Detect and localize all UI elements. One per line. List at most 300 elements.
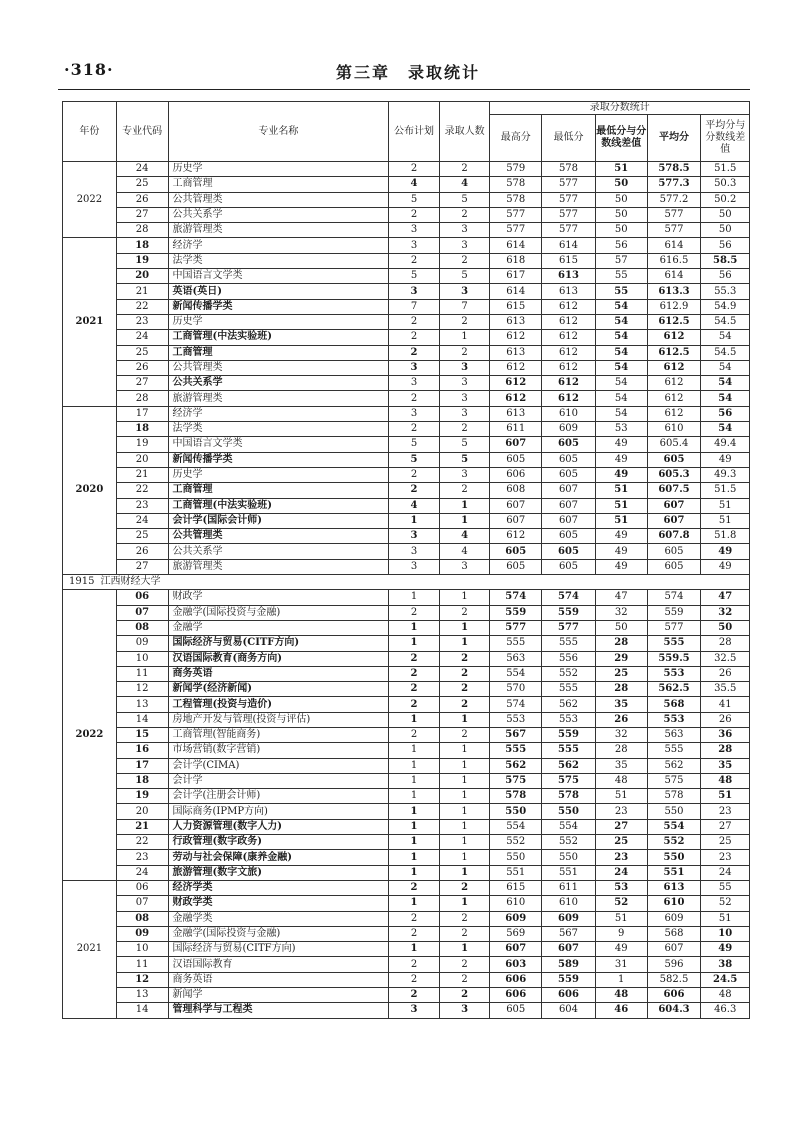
cell-avg-diff: 54 (701, 360, 750, 375)
table-row (63, 483, 750, 498)
cell-admitted: 2 (439, 911, 490, 926)
cell-min-diff: 50 (595, 177, 647, 192)
cell-plan: 3 (389, 223, 440, 238)
cell-code: 17 (116, 406, 168, 421)
cell-avg: 555 (647, 636, 701, 651)
cell-max: 612 (490, 360, 542, 375)
cell-min-diff: 54 (595, 406, 647, 421)
cell-avg: 607.5 (647, 483, 701, 498)
cell-avg: 555 (647, 743, 701, 758)
cell-admitted: 1 (439, 896, 490, 911)
cell-max: 611 (490, 422, 542, 437)
cell-avg-diff: 51 (701, 789, 750, 804)
cell-plan: 3 (389, 559, 440, 574)
cell-avg: 568 (647, 697, 701, 712)
table-row (63, 727, 750, 742)
cell-max: 567 (490, 727, 542, 742)
cell-code: 09 (116, 926, 168, 941)
table-row (63, 422, 750, 437)
cell-min-diff: 54 (595, 299, 647, 314)
cell-min-diff: 51 (595, 513, 647, 528)
header-rule (58, 89, 750, 90)
cell-avg-diff: 23 (701, 850, 750, 865)
cell-min: 551 (542, 865, 596, 880)
cell-min-diff: 49 (595, 529, 647, 544)
table-row (63, 804, 750, 819)
cell-avg: 553 (647, 712, 701, 727)
cell-admitted: 1 (439, 620, 490, 635)
cell-avg-diff: 51.8 (701, 529, 750, 544)
cell-avg: 559 (647, 605, 701, 620)
cell-code: 25 (116, 177, 168, 192)
cell-min-diff: 49 (595, 467, 647, 482)
table-row (63, 743, 750, 758)
cell-max: 615 (490, 880, 542, 895)
admission-table (62, 101, 750, 1019)
school-name: 江西财经大学 (100, 576, 161, 588)
cell-name: 财政学类 (168, 896, 389, 911)
cell-min-diff: 49 (595, 452, 647, 467)
cell-avg: 613 (647, 880, 701, 895)
cell-admitted: 2 (439, 422, 490, 437)
cell-min: 613 (542, 284, 596, 299)
table-row (63, 636, 750, 651)
cell-avg-diff: 38 (701, 957, 750, 972)
cell-max: 610 (490, 896, 542, 911)
cell-admitted: 4 (439, 529, 490, 544)
cell-avg-diff: 49.3 (701, 467, 750, 482)
cell-plan: 1 (389, 773, 440, 788)
cell-admitted: 3 (439, 238, 490, 253)
header-min-diff: 最低分与分数线差值 (595, 115, 647, 162)
cell-name: 历史学 (168, 467, 389, 482)
cell-min-diff: 31 (595, 957, 647, 972)
cell-max: 551 (490, 865, 542, 880)
cell-name: 商务英语 (168, 972, 389, 987)
cell-code: 16 (116, 743, 168, 758)
header-plan: 公布计划 (389, 102, 440, 162)
cell-avg: 607 (647, 942, 701, 957)
cell-admitted: 1 (439, 513, 490, 528)
cell-avg: 610 (647, 422, 701, 437)
cell-name: 英语(英日) (168, 284, 389, 299)
cell-max: 575 (490, 773, 542, 788)
table-row (63, 758, 750, 773)
cell-avg: 612.5 (647, 314, 701, 329)
cell-admitted: 5 (439, 452, 490, 467)
cell-min-diff: 28 (595, 743, 647, 758)
header-avg: 平均分 (647, 115, 701, 162)
cell-admitted: 3 (439, 406, 490, 421)
table-row (63, 865, 750, 880)
cell-avg: 577 (647, 620, 701, 635)
cell-min-diff: 51 (595, 789, 647, 804)
cell-admitted: 2 (439, 162, 490, 177)
cell-name: 国际经济与贸易(CITF方向) (168, 942, 389, 957)
cell-name: 金融学(国际投资与金融) (168, 605, 389, 620)
cell-min-diff: 27 (595, 819, 647, 834)
cell-avg: 562.5 (647, 682, 701, 697)
cell-min: 607 (542, 483, 596, 498)
cell-avg: 612.5 (647, 345, 701, 360)
cell-max: 550 (490, 804, 542, 819)
cell-name: 管理科学与工程类 (168, 1003, 389, 1018)
cell-name: 公共关系学 (168, 544, 389, 559)
cell-name: 金融学类 (168, 911, 389, 926)
cell-name: 汉语国际教育(商务方向) (168, 651, 389, 666)
cell-avg-diff: 41 (701, 697, 750, 712)
cell-code: 22 (116, 299, 168, 314)
table-row (63, 1003, 750, 1018)
cell-avg-diff: 50 (701, 620, 750, 635)
table-row (63, 360, 750, 375)
cell-min-diff: 25 (595, 666, 647, 681)
cell-min-diff: 54 (595, 360, 647, 375)
cell-code: 13 (116, 988, 168, 1003)
cell-name: 金融学(国际投资与金融) (168, 926, 389, 941)
cell-max: 614 (490, 284, 542, 299)
cell-min: 552 (542, 835, 596, 850)
header-min: 最低分 (542, 115, 596, 162)
cell-avg: 605.4 (647, 437, 701, 452)
cell-plan: 2 (389, 957, 440, 972)
cell-min-diff: 46 (595, 1003, 647, 1018)
table-row (63, 452, 750, 467)
cell-min: 577 (542, 223, 596, 238)
cell-min-diff: 54 (595, 314, 647, 329)
cell-name: 市场营销(数字营销) (168, 743, 389, 758)
table-row (63, 605, 750, 620)
cell-name: 法学类 (168, 422, 389, 437)
table-row (63, 942, 750, 957)
cell-code: 19 (116, 437, 168, 452)
cell-code: 22 (116, 835, 168, 850)
cell-max: 607 (490, 437, 542, 452)
cell-name: 财政学 (168, 590, 389, 605)
cell-admitted: 1 (439, 498, 490, 513)
cell-name: 国际经济与贸易(CITF方向) (168, 636, 389, 651)
table-row (63, 911, 750, 926)
cell-admitted: 3 (439, 284, 490, 299)
cell-avg-diff: 58.5 (701, 253, 750, 268)
school-code: 1915 (69, 576, 95, 588)
cell-max: 574 (490, 697, 542, 712)
cell-min: 612 (542, 345, 596, 360)
cell-avg: 563 (647, 727, 701, 742)
table-row (63, 345, 750, 360)
cell-avg-diff: 49 (701, 942, 750, 957)
cell-avg-diff: 47 (701, 590, 750, 605)
cell-code: 10 (116, 651, 168, 666)
cell-admitted: 3 (439, 1003, 490, 1018)
cell-min-diff: 50 (595, 192, 647, 207)
cell-avg-diff: 46.3 (701, 1003, 750, 1018)
cell-avg-diff: 35.5 (701, 682, 750, 697)
cell-avg: 612.9 (647, 299, 701, 314)
cell-avg-diff: 55 (701, 880, 750, 895)
cell-avg-diff: 54 (701, 330, 750, 345)
cell-avg-diff: 51.5 (701, 483, 750, 498)
cell-avg: 605 (647, 544, 701, 559)
cell-min: 559 (542, 605, 596, 620)
header-max: 最高分 (490, 115, 542, 162)
cell-code: 10 (116, 942, 168, 957)
cell-max: 613 (490, 345, 542, 360)
header-name: 专业名称 (168, 102, 389, 162)
cell-name: 旅游管理(数字文旅) (168, 865, 389, 880)
table-row (63, 712, 750, 727)
cell-code: 20 (116, 452, 168, 467)
cell-min-diff: 54 (595, 330, 647, 345)
table-row (63, 299, 750, 314)
cell-admitted: 3 (439, 376, 490, 391)
cell-code: 24 (116, 865, 168, 880)
cell-name: 汉语国际教育 (168, 957, 389, 972)
cell-min: 609 (542, 911, 596, 926)
cell-admitted: 5 (439, 192, 490, 207)
cell-max: 555 (490, 636, 542, 651)
cell-code: 28 (116, 223, 168, 238)
cell-avg: 574 (647, 590, 701, 605)
cell-name: 公共管理类 (168, 360, 389, 375)
cell-plan: 1 (389, 743, 440, 758)
cell-plan: 3 (389, 1003, 440, 1018)
cell-min: 611 (542, 880, 596, 895)
cell-avg: 612 (647, 406, 701, 421)
cell-plan: 2 (389, 605, 440, 620)
cell-min-diff: 49 (595, 437, 647, 452)
cell-code: 18 (116, 422, 168, 437)
cell-max: 563 (490, 651, 542, 666)
cell-code: 18 (116, 238, 168, 253)
cell-min: 605 (542, 467, 596, 482)
cell-name: 工商管理 (168, 177, 389, 192)
cell-max: 607 (490, 513, 542, 528)
cell-admitted: 1 (439, 819, 490, 834)
cell-max: 613 (490, 314, 542, 329)
cell-max: 550 (490, 850, 542, 865)
cell-code: 17 (116, 758, 168, 773)
cell-min: 612 (542, 360, 596, 375)
cell-avg: 551 (647, 865, 701, 880)
cell-code: 20 (116, 269, 168, 284)
cell-min-diff: 49 (595, 942, 647, 957)
cell-min-diff: 51 (595, 911, 647, 926)
cell-min: 609 (542, 422, 596, 437)
cell-max: 555 (490, 743, 542, 758)
cell-plan: 1 (389, 758, 440, 773)
cell-avg: 554 (647, 819, 701, 834)
cell-avg: 607.8 (647, 529, 701, 544)
cell-avg: 568 (647, 926, 701, 941)
table-row (63, 972, 750, 987)
cell-plan: 2 (389, 314, 440, 329)
cell-name: 经济学 (168, 406, 389, 421)
cell-min: 612 (542, 376, 596, 391)
cell-avg-diff: 51 (701, 498, 750, 513)
cell-code: 11 (116, 666, 168, 681)
cell-min: 604 (542, 1003, 596, 1018)
cell-avg-diff: 35 (701, 758, 750, 773)
cell-admitted: 2 (439, 880, 490, 895)
cell-plan: 1 (389, 636, 440, 651)
cell-name: 劳动与社会保障(康养金融) (168, 850, 389, 865)
cell-max: 577 (490, 223, 542, 238)
cell-year: 2022 (63, 590, 117, 881)
cell-min: 555 (542, 682, 596, 697)
cell-min: 612 (542, 314, 596, 329)
cell-name: 新闻学(经济新闻) (168, 682, 389, 697)
cell-min: 555 (542, 743, 596, 758)
cell-avg: 612 (647, 376, 701, 391)
cell-max: 577 (490, 620, 542, 635)
table-row (63, 162, 750, 177)
cell-admitted: 2 (439, 926, 490, 941)
cell-avg: 552 (647, 835, 701, 850)
cell-max: 612 (490, 391, 542, 406)
cell-plan: 5 (389, 269, 440, 284)
cell-admitted: 1 (439, 743, 490, 758)
cell-min: 589 (542, 957, 596, 972)
cell-avg: 607 (647, 498, 701, 513)
cell-code: 18 (116, 773, 168, 788)
cell-plan: 2 (389, 422, 440, 437)
cell-max: 577 (490, 207, 542, 222)
cell-max: 570 (490, 682, 542, 697)
cell-avg: 577.2 (647, 192, 701, 207)
cell-name: 中国语言文学类 (168, 437, 389, 452)
cell-admitted: 3 (439, 360, 490, 375)
cell-year: 2022 (63, 162, 117, 238)
table-row (63, 406, 750, 421)
cell-max: 554 (490, 819, 542, 834)
cell-admitted: 2 (439, 345, 490, 360)
cell-min-diff: 24 (595, 865, 647, 880)
cell-max: 607 (490, 942, 542, 957)
cell-avg: 559.5 (647, 651, 701, 666)
table-row (63, 590, 750, 605)
cell-plan: 1 (389, 590, 440, 605)
cell-name: 旅游管理类 (168, 223, 389, 238)
cell-min: 606 (542, 988, 596, 1003)
cell-name: 房地产开发与管理(投资与评估) (168, 712, 389, 727)
cell-max: 579 (490, 162, 542, 177)
cell-min: 612 (542, 330, 596, 345)
cell-name: 中国语言文学类 (168, 269, 389, 284)
cell-avg: 609 (647, 911, 701, 926)
cell-plan: 1 (389, 712, 440, 727)
cell-avg: 578 (647, 789, 701, 804)
cell-avg: 577.3 (647, 177, 701, 192)
cell-code: 11 (116, 957, 168, 972)
cell-plan: 1 (389, 896, 440, 911)
table-row (63, 467, 750, 482)
cell-avg-diff: 50.3 (701, 177, 750, 192)
table-row (63, 559, 750, 574)
cell-min: 612 (542, 391, 596, 406)
cell-min: 556 (542, 651, 596, 666)
cell-max: 603 (490, 957, 542, 972)
cell-name: 人力资源管理(数字人力) (168, 819, 389, 834)
table-row (63, 682, 750, 697)
cell-max: 574 (490, 590, 542, 605)
cell-max: 618 (490, 253, 542, 268)
cell-name: 历史学 (168, 314, 389, 329)
page-number: ·318· (64, 60, 114, 79)
cell-admitted: 1 (439, 330, 490, 345)
cell-name: 新闻学 (168, 988, 389, 1003)
cell-name: 会计学 (168, 773, 389, 788)
table-row (63, 880, 750, 895)
cell-min-diff: 54 (595, 391, 647, 406)
cell-avg-diff: 32.5 (701, 651, 750, 666)
cell-name: 公共管理类 (168, 529, 389, 544)
table-row (63, 896, 750, 911)
cell-name: 工商管理(中法实验班) (168, 330, 389, 345)
cell-min-diff: 57 (595, 253, 647, 268)
cell-avg-diff: 28 (701, 743, 750, 758)
table-row (63, 697, 750, 712)
table-row (63, 651, 750, 666)
cell-avg: 550 (647, 804, 701, 819)
cell-plan: 2 (389, 988, 440, 1003)
cell-admitted: 7 (439, 299, 490, 314)
cell-min-diff: 32 (595, 727, 647, 742)
cell-code: 13 (116, 697, 168, 712)
cell-avg-diff: 56 (701, 406, 750, 421)
cell-min: 562 (542, 758, 596, 773)
cell-plan: 1 (389, 835, 440, 850)
table-row (63, 314, 750, 329)
school-cell (63, 575, 750, 590)
cell-min: 614 (542, 238, 596, 253)
cell-admitted: 1 (439, 712, 490, 727)
cell-avg-diff: 51 (701, 911, 750, 926)
cell-min: 553 (542, 712, 596, 727)
cell-plan: 4 (389, 177, 440, 192)
cell-max: 578 (490, 192, 542, 207)
table-row (63, 238, 750, 253)
cell-admitted: 3 (439, 223, 490, 238)
cell-min: 605 (542, 529, 596, 544)
cell-code: 14 (116, 712, 168, 727)
cell-avg-diff: 50 (701, 223, 750, 238)
cell-name: 工商管理(智能商务) (168, 727, 389, 742)
cell-min-diff: 28 (595, 682, 647, 697)
cell-min: 613 (542, 269, 596, 284)
table-row (63, 926, 750, 941)
cell-min: 577 (542, 207, 596, 222)
cell-min: 610 (542, 406, 596, 421)
cell-min-diff: 51 (595, 483, 647, 498)
cell-max: 559 (490, 605, 542, 620)
cell-max: 605 (490, 452, 542, 467)
cell-min: 577 (542, 177, 596, 192)
cell-name: 旅游管理类 (168, 559, 389, 574)
cell-code: 15 (116, 727, 168, 742)
cell-avg: 596 (647, 957, 701, 972)
cell-avg-diff: 24 (701, 865, 750, 880)
cell-min: 612 (542, 299, 596, 314)
cell-min: 550 (542, 850, 596, 865)
cell-plan: 2 (389, 880, 440, 895)
cell-avg: 616.5 (647, 253, 701, 268)
cell-admitted: 2 (439, 697, 490, 712)
cell-code: 27 (116, 376, 168, 391)
cell-avg: 613.3 (647, 284, 701, 299)
cell-code: 19 (116, 253, 168, 268)
cell-admitted: 5 (439, 437, 490, 452)
